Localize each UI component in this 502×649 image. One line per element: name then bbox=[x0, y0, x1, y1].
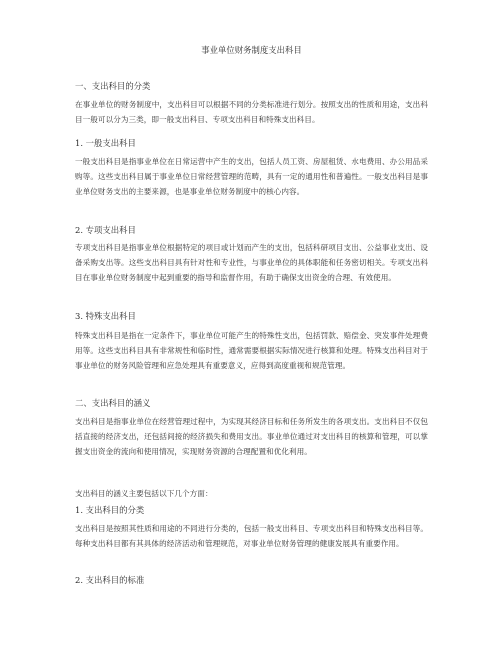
section-heading-meaning: 二、支出科目的涵义 bbox=[75, 398, 151, 408]
paragraph-classification-aspect: 支出科目是按照其性质和用途的不同进行分类的，包括一般支出科目、专项支出科目和特殊支出科目等。每种支出科目都有其具体的经济活动和管理规范，对事业单位财务管理的健康发展具有重要作用。 bbox=[75, 524, 428, 548]
paragraph-extraordinary-expense: 特殊支出科目是指在一定条件下，事业单位可能产生的特殊性支出，包括罚款、赔偿金、突发事件处理费用等。这些支出科目具有非常规性和临时性，通常需要根据实际情况进行核算和处理。特殊支出科目对于事业单位的财务风险管理和应急处理具有重要意义，应得到高度重视和规范管理。 bbox=[75, 331, 428, 370]
subheading-extraordinary-expense: 3. 特殊支出科目 bbox=[75, 311, 136, 321]
subheading-general-expense: 1. 一般支出科目 bbox=[75, 138, 136, 148]
subheading-classification-aspect: 1. 支出科目的分类 bbox=[75, 505, 145, 515]
paragraph-general-expense: 一般支出科目是指事业单位在日常运营中产生的支出，包括人员工资、房屋租赁、水电费用、办公用品采购等。这些支出科目属于事业单位日常经营管理的范畴，具有一定的通用性和普遍性。一般支出科目是事业单位财务支出的主要来源，也是事业单位财务制度中的核心内容。 bbox=[75, 157, 428, 196]
section-heading-classification: 一、支出科目的分类 bbox=[75, 81, 151, 91]
paragraph-meaning: 支出科目是指事业单位在经营管理过程中，为实现其经济目标和任务所发生的各项支出。支出科目不仅包括直接的经济支出，还包括间接的经济损失和费用支出。事业单位通过对支出科目的核算和管理，可以掌握支出资金的流向和使用情况，实现财务资源的合理配置和优化利用。 bbox=[75, 417, 428, 456]
subheading-standard-aspect: 2. 支出科目的标准 bbox=[75, 575, 145, 585]
subheading-special-project-expense: 2. 专项支出科目 bbox=[75, 225, 136, 235]
document-title: 事业单位财务制度支出科目 bbox=[201, 45, 302, 55]
paragraph-meaning-aspects: 支出科目的涵义主要包括以下几个方面： bbox=[75, 489, 213, 498]
paragraph-special-project-expense: 专项支出科目是指事业单位根据特定的项目或计划而产生的支出，包括科研项目支出、公益事业支出、设备采购支出等。这些支出科目具有针对性和专业性，与事业单位的具体职能和任务密切相关。专项支出科目在事业单位财务制度中起到重要的指导和监督作用，有助于确保支出资金的合理、有效使用。 bbox=[75, 243, 428, 282]
paragraph-classification-intro: 在事业单位的财务制度中，支出科目可以根据不同的分类标准进行划分。按照支出的性质和用途，支出科目一般可以分为三类，即一般支出科目、专项支出科目和特殊支出科目。 bbox=[75, 100, 428, 124]
